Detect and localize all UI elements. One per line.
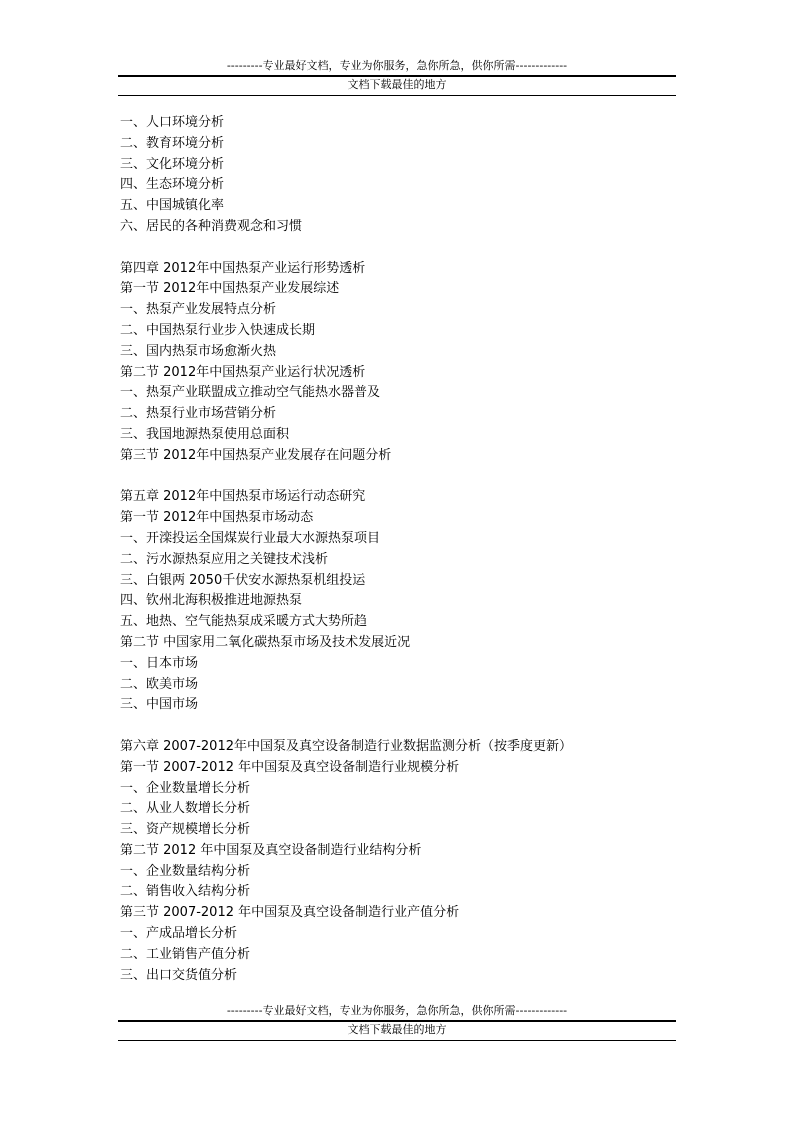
toc-line: 第三节 2012年中国热泵产业发展存在问题分析 [120,447,392,463]
toc-line: 第二节 中国家用二氧化碳热泵市场及技术发展近况 [120,634,411,650]
blank-line [120,238,680,259]
toc-line: 三、国内热泵市场愈渐火热 [120,343,277,359]
toc-line: 二、工业销售产值分析 [120,946,251,962]
toc-line: 第二节 2012年中国热泵产业运行状况透析 [120,364,366,380]
toc-line: 第六章 2007-2012年中国泵及真空设备制造行业数据监测分析（按季度更新） [120,738,572,754]
header-divider-bottom [118,95,676,96]
toc-line: 四、生态环境分析 [120,177,225,193]
toc-line: 三、文化环境分析 [120,156,225,172]
toc-line: 三、资产规模增长分析 [120,822,251,838]
footer-subtitle: 文档下载最佳的地方 [347,1023,447,1036]
toc-line: 一、开滦投运全国煤炭行业最大水源热泵项目 [120,530,381,546]
toc-line: 二、污水源热泵应用之关键技术浅析 [120,551,329,567]
toc-line: 三、我国地源热泵使用总面积 [120,426,290,442]
header-subtitle: 文档下载最佳的地方 [347,78,447,91]
toc-line: 六、居民的各种消费观念和习惯 [120,218,303,234]
toc-line: 第一节 2012年中国热泵产业发展综述 [120,281,340,297]
toc-line: 一、日本市场 [120,655,199,671]
toc-line: 二、中国热泵行业步入快速成长期 [120,322,316,338]
toc-line: 二、从业人数增长分析 [120,801,251,817]
footer-divider-bottom [118,1040,676,1041]
blank-line [120,467,680,488]
header-tagline: ---------专业最好文档，专业为你服务，急你所急，供你所需------------- [226,59,568,72]
toc-line: 第四章 2012年中国热泵产业运行形势透析 [120,260,366,276]
toc-line: 一、热泵产业发展特点分析 [120,302,277,318]
toc-line: 一、产成品增长分析 [120,926,238,942]
toc-line: 一、人口环境分析 [120,115,225,130]
toc-line: 二、销售收入结构分析 [120,884,251,900]
toc-line: 第二节 2012 年中国泵及真空设备制造行业结构分析 [120,842,422,858]
toc-line: 第一节 2007-2012 年中国泵及真空设备制造行业规模分析 [120,759,460,775]
toc-line: 一、企业数量结构分析 [120,863,251,879]
footer-tagline: ---------专业最好文档，专业为你服务，急你所急，供你所需------------- [226,1004,568,1017]
toc-line: 二、欧美市场 [120,676,199,692]
document-body [120,113,680,986]
toc-line: 三、白银两 2050千伏安水源热泵机组投运 [120,572,366,588]
toc-line: 一、企业数量增长分析 [120,780,251,796]
toc-line: 四、钦州北海积极推进地源热泵 [120,593,303,609]
toc-line: 二、教育环境分析 [120,135,225,151]
toc-line: 三、出口交货值分析 [120,967,238,983]
toc-line: 二、热泵行业市场营销分析 [120,406,277,422]
blank-line [120,716,680,737]
toc-line: 三、中国市场 [120,697,199,713]
toc-line: 五、中国城镇化率 [120,198,225,214]
toc-line: 第五章 2012年中国热泵市场运行动态研究 [120,489,366,505]
toc-line: 第一节 2012年中国热泵市场动态 [120,510,314,526]
toc-line: 第三节 2007-2012 年中国泵及真空设备制造行业产值分析 [120,905,460,921]
toc-line: 一、热泵产业联盟成立推动空气能热水器普及 [120,385,381,401]
toc-line: 五、地热、空气能热泵成采暖方式大势所趋 [120,614,368,630]
